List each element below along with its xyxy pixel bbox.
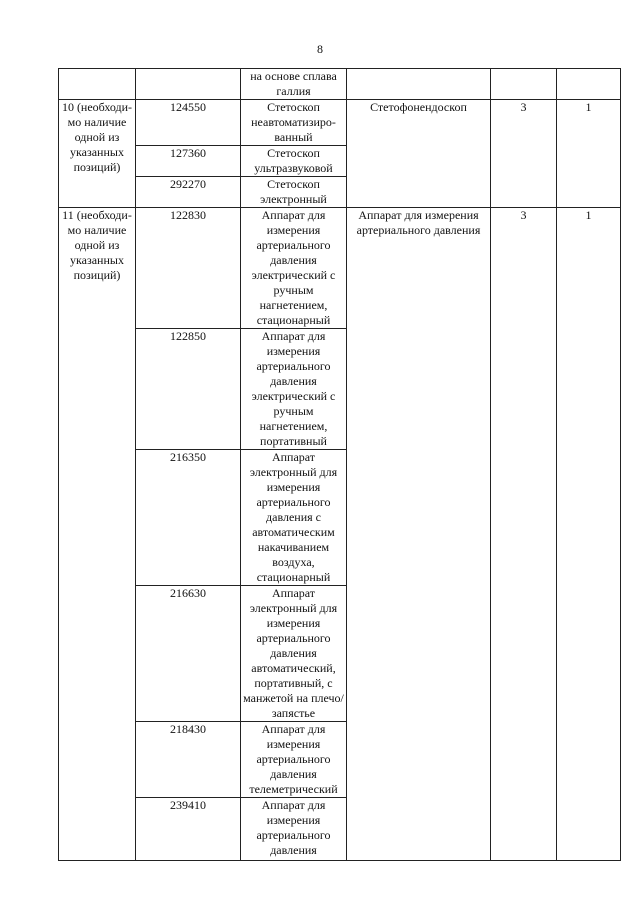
position-number: 11 (необходи-мо наличие одной из указанных позиций) xyxy=(59,208,136,861)
item-name: на основе сплава галлия xyxy=(241,69,347,100)
position-number: 10 (необходи-мо наличие одной из указанных позиций) xyxy=(59,100,136,208)
item-name: Аппарат электронный для измерения артериального давления автоматический, портативный, с манжетой на плечо/запястье xyxy=(241,586,347,722)
equipment-name: Стетофонендоскоп xyxy=(347,100,491,208)
item-code: 122850 xyxy=(136,329,241,450)
item-name: Стетоскоп ультразвуковой xyxy=(241,146,347,177)
item-code: 216350 xyxy=(136,450,241,586)
cell-empty xyxy=(491,69,557,100)
cell-empty xyxy=(59,69,136,100)
table-row xyxy=(59,208,621,329)
equipment-table xyxy=(58,68,621,861)
table-row xyxy=(59,100,621,146)
item-name: Аппарат для измерения артериального давления телеметрический xyxy=(241,722,347,798)
table-row-continuation xyxy=(59,69,621,100)
item-code: 124550 xyxy=(136,100,241,146)
page-number: 8 xyxy=(317,42,323,56)
item-name: Аппарат для измерения артериального давления электрический с ручным нагнетением, стационарный xyxy=(241,208,347,329)
quantity-col6: 1 xyxy=(557,208,621,861)
item-name: Аппарат для измерения артериального давления электрический с ручным нагнетением, портативный xyxy=(241,329,347,450)
item-name: Стетоскоп электронный xyxy=(241,177,347,208)
item-name: Стетоскоп неавтоматизиро-ванный xyxy=(241,100,347,146)
item-code: 292270 xyxy=(136,177,241,208)
cell-empty xyxy=(347,69,491,100)
quantity-col5: 3 xyxy=(491,208,557,861)
item-code: 218430 xyxy=(136,722,241,798)
cell-empty xyxy=(136,69,241,100)
item-code: 127360 xyxy=(136,146,241,177)
item-code: 239410 xyxy=(136,798,241,861)
item-code: 122830 xyxy=(136,208,241,329)
quantity-col5: 3 xyxy=(491,100,557,208)
cell-empty xyxy=(557,69,621,100)
item-code: 216630 xyxy=(136,586,241,722)
item-name: Аппарат для измерения артериального давления xyxy=(241,798,347,861)
item-name: Аппарат электронный для измерения артериального давления с автоматическим накачиванием воздуха, стационарный xyxy=(241,450,347,586)
equipment-name: Аппарат для измерения артериального давления xyxy=(347,208,491,861)
quantity-col6: 1 xyxy=(557,100,621,208)
